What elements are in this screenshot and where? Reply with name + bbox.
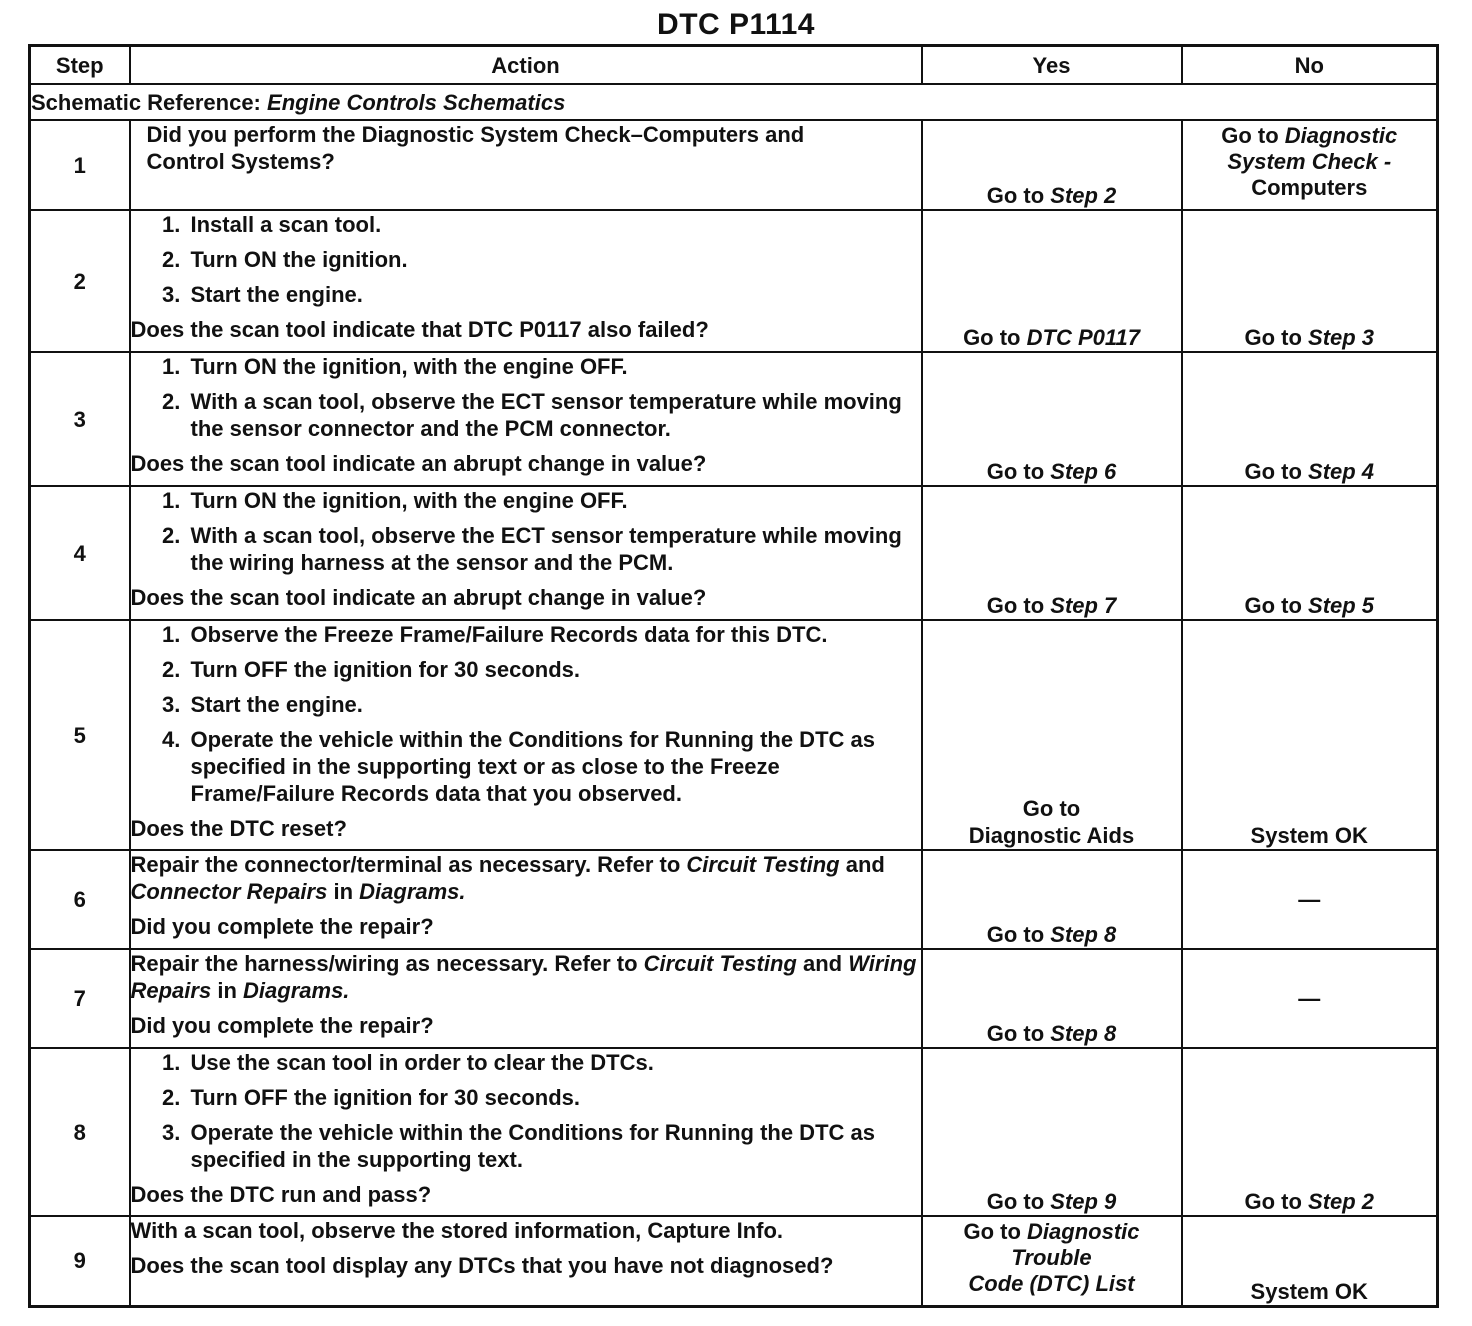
action-item: 2. Turn OFF the ignition for 30 seconds. (187, 656, 921, 683)
action-list (131, 1049, 921, 1173)
yes-prefix: Go to (986, 1189, 1045, 1214)
diagnostic-table (28, 44, 1439, 1308)
no-cell (1182, 1216, 1438, 1306)
no-result: System OK (1250, 823, 1368, 848)
action-list (131, 487, 921, 576)
yes-cell (922, 1216, 1182, 1306)
action-question: Does the scan tool indicate an abrupt change in value? (130, 585, 707, 610)
schematic-link[interactable]: Engine Controls Schematics (267, 89, 566, 115)
table-row (30, 620, 1438, 850)
step-number: 3 (30, 352, 130, 486)
action-text: Repair the connector/terminal as necessary. Refer to (130, 852, 681, 877)
action-cell (130, 352, 922, 486)
action-question: Does the scan tool indicate that DTC P0117 also failed? (130, 317, 709, 342)
header-step: Step (30, 46, 130, 85)
yes-link[interactable]: Step 2 (1050, 183, 1117, 208)
table-row (30, 352, 1438, 486)
schematic-reference-row (30, 84, 1438, 120)
action-question: Did you complete the repair? (130, 1013, 434, 1038)
action-item: 1. Observe the Freeze Frame/Failure Records data for this DTC. (187, 621, 921, 648)
yes-prefix: Go to (986, 183, 1045, 208)
action-question: Did you perform the Diagnostic System Check–Computers and Control Systems? (146, 122, 805, 174)
action-text: in (333, 879, 354, 904)
circuit-testing-link[interactable]: Circuit Testing (686, 852, 840, 877)
no-link[interactable]: Step 2 (1308, 1189, 1375, 1214)
yes-link[interactable]: Diagnostic (1027, 1219, 1140, 1244)
table-row (30, 1048, 1438, 1216)
action-item: 1. Install a scan tool. (187, 211, 921, 238)
action-cell (130, 1216, 922, 1306)
action-item: 3. Start the engine. (187, 691, 921, 718)
table-row (30, 210, 1438, 352)
yes-cell (922, 486, 1182, 620)
action-question: Does the DTC reset? (130, 816, 347, 841)
action-question: Does the DTC run and pass? (130, 1182, 432, 1207)
yes-link[interactable]: Step 9 (1050, 1189, 1117, 1214)
action-text: Repair the harness/wiring as necessary. Refer to (130, 951, 638, 976)
table-row (30, 949, 1438, 1048)
yes-link[interactable]: Step 8 (1050, 1021, 1117, 1046)
yes-cell (922, 850, 1182, 949)
action-cell (130, 850, 922, 949)
step-number: 1 (30, 120, 130, 210)
no-link[interactable]: Diagnostic System Check - (1227, 123, 1398, 174)
no-cell (1182, 210, 1438, 352)
action-item: 2. Turn ON the ignition. (187, 246, 921, 273)
no-result: — (1298, 887, 1321, 912)
action-item: 4. Operate the vehicle within the Conditions for Running the DTC as specified in the supporting text or as close to the Freeze Frame/Failure Records data that you observed. (187, 726, 921, 807)
yes-link[interactable]: Step 8 (1050, 922, 1117, 947)
yes-prefix: Go to (986, 593, 1045, 618)
header-action: Action (130, 46, 922, 85)
no-cell (1182, 850, 1438, 949)
page-title: DTC P1114 (657, 8, 815, 41)
action-cell (130, 120, 922, 210)
action-item: 1. Turn ON the ignition, with the engine OFF. (187, 487, 921, 514)
action-paragraph (131, 950, 921, 1004)
circuit-testing-link[interactable]: Circuit Testing (643, 951, 797, 976)
action-list (131, 621, 921, 807)
connector-repairs-link[interactable]: Connector Repairs (130, 879, 328, 904)
step-number: 2 (30, 210, 130, 352)
step-number: 6 (30, 850, 130, 949)
yes-cell (922, 949, 1182, 1048)
diagrams-link[interactable]: Diagrams. (243, 978, 350, 1003)
no-cell (1182, 1048, 1438, 1216)
action-paragraph (131, 851, 921, 905)
step-number: 7 (30, 949, 130, 1048)
step-number: 8 (30, 1048, 130, 1216)
no-prefix: Go to (1244, 593, 1302, 618)
yes-cell (922, 120, 1182, 210)
action-cell (130, 1048, 922, 1216)
action-item: 2. With a scan tool, observe the ECT sensor temperature while moving the sensor connector and the PCM connector. (187, 388, 921, 442)
schematic-reference (30, 84, 1438, 120)
no-link[interactable]: Step 4 (1308, 459, 1375, 484)
yes-link[interactable]: Step 6 (1050, 459, 1117, 484)
yes-prefix: Go to (963, 325, 1021, 350)
no-cell (1182, 949, 1438, 1048)
action-cell (130, 210, 922, 352)
yes-link[interactable]: Diagnostic Aids (968, 823, 1135, 848)
yes-link[interactable]: Trouble (1011, 1245, 1092, 1270)
action-text: and (802, 951, 843, 976)
schematic-label: Schematic Reference: (31, 89, 261, 115)
yes-link[interactable]: Step 7 (1050, 593, 1117, 618)
yes-prefix: Go to (986, 922, 1045, 947)
action-list (131, 211, 921, 308)
no-prefix: Go to (1244, 459, 1302, 484)
action-item: 3. Operate the vehicle within the Conditions for Running the DTC as specified in the supporting text. (187, 1119, 921, 1173)
yes-cell (922, 210, 1182, 352)
action-list (131, 353, 921, 442)
yes-cell (922, 1048, 1182, 1216)
action-cell (130, 949, 922, 1048)
step-number: 5 (30, 620, 130, 850)
no-cell (1182, 620, 1438, 850)
table-row (30, 120, 1438, 210)
header-row (30, 46, 1438, 85)
no-cell (1182, 352, 1438, 486)
no-prefix: Go to (1244, 325, 1302, 350)
action-cell (130, 486, 922, 620)
table-row (30, 1216, 1438, 1306)
action-item: 2. Turn OFF the ignition for 30 seconds. (187, 1084, 921, 1111)
no-link[interactable]: Step 3 (1308, 325, 1375, 350)
no-result: System OK (1250, 1278, 1368, 1304)
action-item: 3. Start the engine. (187, 281, 921, 308)
action-text: in (217, 978, 237, 1003)
yes-cell (922, 352, 1182, 486)
yes-prefix: Go to (986, 1021, 1045, 1046)
step-number: 4 (30, 486, 130, 620)
action-item: 1. Turn ON the ignition, with the engine OFF. (187, 353, 921, 380)
yes-prefix: Go to (986, 459, 1045, 484)
no-link[interactable]: Step 5 (1308, 593, 1375, 618)
header-no: No (1182, 46, 1438, 85)
diagrams-link[interactable]: Diagrams. (359, 879, 466, 904)
table-row (30, 486, 1438, 620)
action-question: Does the scan tool display any DTCs that you have not diagnosed? (130, 1253, 834, 1278)
no-cell (1182, 486, 1438, 620)
table-row (30, 850, 1438, 949)
yes-link[interactable]: DTC P0117 (1026, 325, 1140, 350)
action-paragraph: With a scan tool, observe the stored information, Capture Info. (130, 1218, 784, 1243)
no-prefix: Go to (1244, 1189, 1302, 1214)
action-text: and (845, 852, 885, 877)
action-question: Does the scan tool indicate an abrupt change in value? (130, 451, 707, 476)
yes-cell (922, 620, 1182, 850)
no-cell (1182, 120, 1438, 210)
yes-link[interactable]: Code (DTC) List (968, 1271, 1135, 1296)
action-question: Did you complete the repair? (130, 914, 434, 939)
yes-prefix: Go to (963, 1219, 1021, 1244)
no-suffix: Computers (1251, 175, 1368, 200)
wiring-repairs-link[interactable]: Wiring Repairs (130, 951, 917, 1003)
step-number: 9 (30, 1216, 130, 1306)
yes-prefix: Go to (1022, 796, 1081, 821)
action-item: 2. With a scan tool, observe the ECT sensor temperature while moving the wiring harness at the sensor and the PCM. (187, 522, 921, 576)
no-prefix: Go to (1221, 123, 1279, 148)
action-cell (130, 620, 922, 850)
action-item: 1. Use the scan tool in order to clear the DTCs. (187, 1049, 921, 1076)
header-yes: Yes (922, 46, 1182, 85)
no-result: — (1298, 986, 1321, 1011)
